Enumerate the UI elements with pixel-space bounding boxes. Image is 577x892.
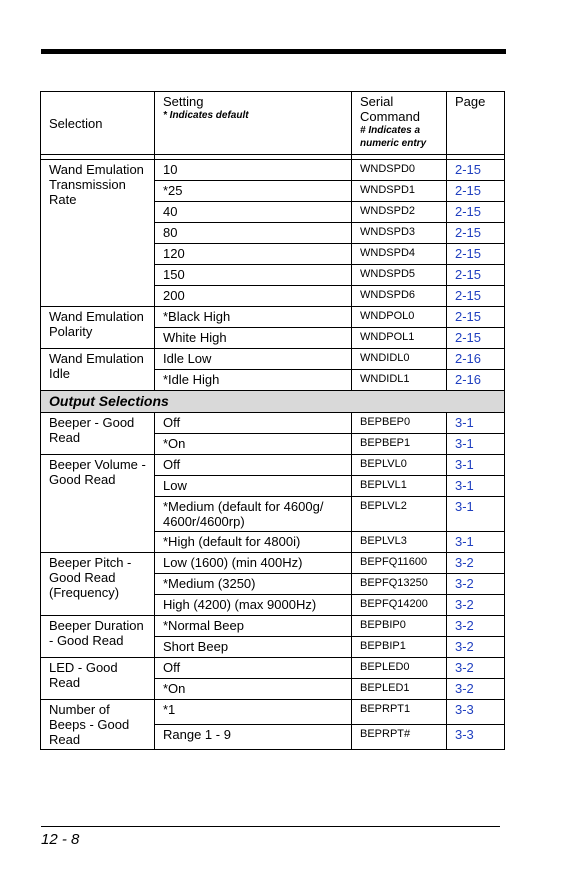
serial-command-cell: WNDSPD1 [352, 181, 447, 202]
serial-command-cell: WNDSPD4 [352, 244, 447, 265]
serial-command-cell: WNDIDL0 [352, 349, 447, 370]
setting-cell: Low (1600) (min 400Hz) [155, 553, 352, 574]
setting-cell: *High (default for 4800i) [155, 532, 352, 553]
page-cell[interactable]: 2-15 [447, 328, 505, 349]
page-cell[interactable]: 3-2 [447, 658, 505, 679]
page-cell[interactable]: 2-15 [447, 307, 505, 328]
header-setting-note: * Indicates default [163, 110, 249, 121]
setting-cell: 40 [155, 202, 352, 223]
setting-cell: *Medium (default for 4600g/ 4600r/4600rp) [155, 497, 352, 532]
page-cell[interactable]: 3-2 [447, 553, 505, 574]
setting-cell: 80 [155, 223, 352, 244]
page-cell[interactable]: 2-15 [447, 181, 505, 202]
header-serial-note: # Indicates a numeric entry [360, 125, 427, 149]
page-cell[interactable]: 2-16 [447, 370, 505, 391]
serial-command-cell: BEPFQ14200 [352, 595, 447, 616]
setting-cell: Range 1 - 9 [155, 725, 352, 750]
setting-cell: Idle Low [155, 349, 352, 370]
serial-command-cell: BEPLED0 [352, 658, 447, 679]
serial-command-cell: WNDSPD6 [352, 286, 447, 307]
selection-cell: LED - Good Read [41, 658, 155, 700]
setting-cell: 200 [155, 286, 352, 307]
table-row [41, 700, 505, 725]
table-row [41, 413, 505, 434]
page-cell[interactable]: 3-1 [447, 434, 505, 455]
header-setting: Setting * Indicates default [155, 92, 352, 155]
section-row [41, 391, 505, 413]
setting-cell: *Normal Beep [155, 616, 352, 637]
setting-cell: 120 [155, 244, 352, 265]
page-cell[interactable]: 2-15 [447, 244, 505, 265]
serial-command-cell: WNDPOL1 [352, 328, 447, 349]
serial-command-cell: WNDSPD5 [352, 265, 447, 286]
serial-command-cell: BEPBEP0 [352, 413, 447, 434]
selection-cell: Wand Emulation Transmission Rate [41, 160, 155, 307]
selection-cell: Beeper Pitch - Good Read (Frequency) [41, 553, 155, 616]
serial-command-table [40, 91, 505, 750]
serial-command-cell: WNDSPD0 [352, 160, 447, 181]
bottom-rule [41, 826, 500, 827]
page-cell[interactable]: 3-3 [447, 700, 505, 725]
table-row [41, 658, 505, 679]
selection-cell: Beeper - Good Read [41, 413, 155, 455]
serial-command-cell: BEPLVL1 [352, 476, 447, 497]
setting-cell: 150 [155, 265, 352, 286]
setting-cell: 10 [155, 160, 352, 181]
table-row [41, 616, 505, 637]
setting-cell: Short Beep [155, 637, 352, 658]
page-cell[interactable]: 2-15 [447, 160, 505, 181]
page-cell[interactable]: 3-2 [447, 637, 505, 658]
setting-cell: *Medium (3250) [155, 574, 352, 595]
header-serial-command: Serial Command # Indicates a numeric entry [352, 92, 447, 155]
serial-command-cell: WNDPOL0 [352, 307, 447, 328]
page-number: 12 - 8 [41, 831, 80, 848]
page-cell[interactable]: 3-1 [447, 413, 505, 434]
page-cell[interactable]: 3-1 [447, 532, 505, 553]
page-cell[interactable]: 2-15 [447, 265, 505, 286]
setting-cell: *On [155, 434, 352, 455]
serial-command-cell: WNDSPD3 [352, 223, 447, 244]
serial-command-cell: BEPLED1 [352, 679, 447, 700]
serial-command-cell: BEPBEP1 [352, 434, 447, 455]
serial-command-cell: BEPBIP0 [352, 616, 447, 637]
table-row [41, 160, 505, 181]
serial-command-cell: BEPRPT# [352, 725, 447, 750]
selection-cell: Beeper Duration - Good Read [41, 616, 155, 658]
page-cell[interactable]: 2-15 [447, 202, 505, 223]
page-cell[interactable]: 2-15 [447, 286, 505, 307]
serial-command-cell: BEPRPT1 [352, 700, 447, 725]
serial-command-cell: BEPFQ11600 [352, 553, 447, 574]
page-cell[interactable]: 3-2 [447, 574, 505, 595]
setting-cell: High (4200) (max 9000Hz) [155, 595, 352, 616]
table-row [41, 553, 505, 574]
setting-cell: Low [155, 476, 352, 497]
page-cell[interactable]: 3-2 [447, 679, 505, 700]
selection-cell: Beeper Volume - Good Read [41, 455, 155, 553]
page-cell[interactable]: 3-1 [447, 455, 505, 476]
setting-cell: Off [155, 413, 352, 434]
setting-cell: *Black High [155, 307, 352, 328]
setting-cell: Off [155, 658, 352, 679]
page-cell[interactable]: 3-1 [447, 497, 505, 532]
table-row [41, 349, 505, 370]
table-row [41, 455, 505, 476]
setting-cell: White High [155, 328, 352, 349]
serial-command-cell: WNDIDL1 [352, 370, 447, 391]
page-cell[interactable]: 2-16 [447, 349, 505, 370]
serial-command-cell: BEPFQ13250 [352, 574, 447, 595]
serial-command-cell: BEPBIP1 [352, 637, 447, 658]
serial-command-cell: BEPLVL2 [352, 497, 447, 532]
table-header-row [41, 92, 505, 155]
table-body [41, 160, 505, 750]
header-selection: Selection [41, 92, 155, 155]
selection-cell: Number of Beeps - Good Read [41, 700, 155, 750]
setting-cell: *25 [155, 181, 352, 202]
selection-cell: Wand Emulation Polarity [41, 307, 155, 349]
setting-cell: Off [155, 455, 352, 476]
table-row [41, 307, 505, 328]
page-cell[interactable]: 3-3 [447, 725, 505, 750]
page-cell[interactable]: 2-15 [447, 223, 505, 244]
page-cell[interactable]: 3-2 [447, 616, 505, 637]
section-heading: Output Selections [41, 391, 505, 413]
page-cell[interactable]: 3-2 [447, 595, 505, 616]
serial-command-cell: BEPLVL3 [352, 532, 447, 553]
setting-cell: *Idle High [155, 370, 352, 391]
top-rule [41, 49, 506, 54]
setting-cell: *1 [155, 700, 352, 725]
serial-command-cell: BEPLVL0 [352, 455, 447, 476]
setting-cell: *On [155, 679, 352, 700]
serial-command-cell: WNDSPD2 [352, 202, 447, 223]
selection-cell: Wand Emulation Idle [41, 349, 155, 391]
page-cell[interactable]: 3-1 [447, 476, 505, 497]
header-page: Page [447, 92, 505, 155]
